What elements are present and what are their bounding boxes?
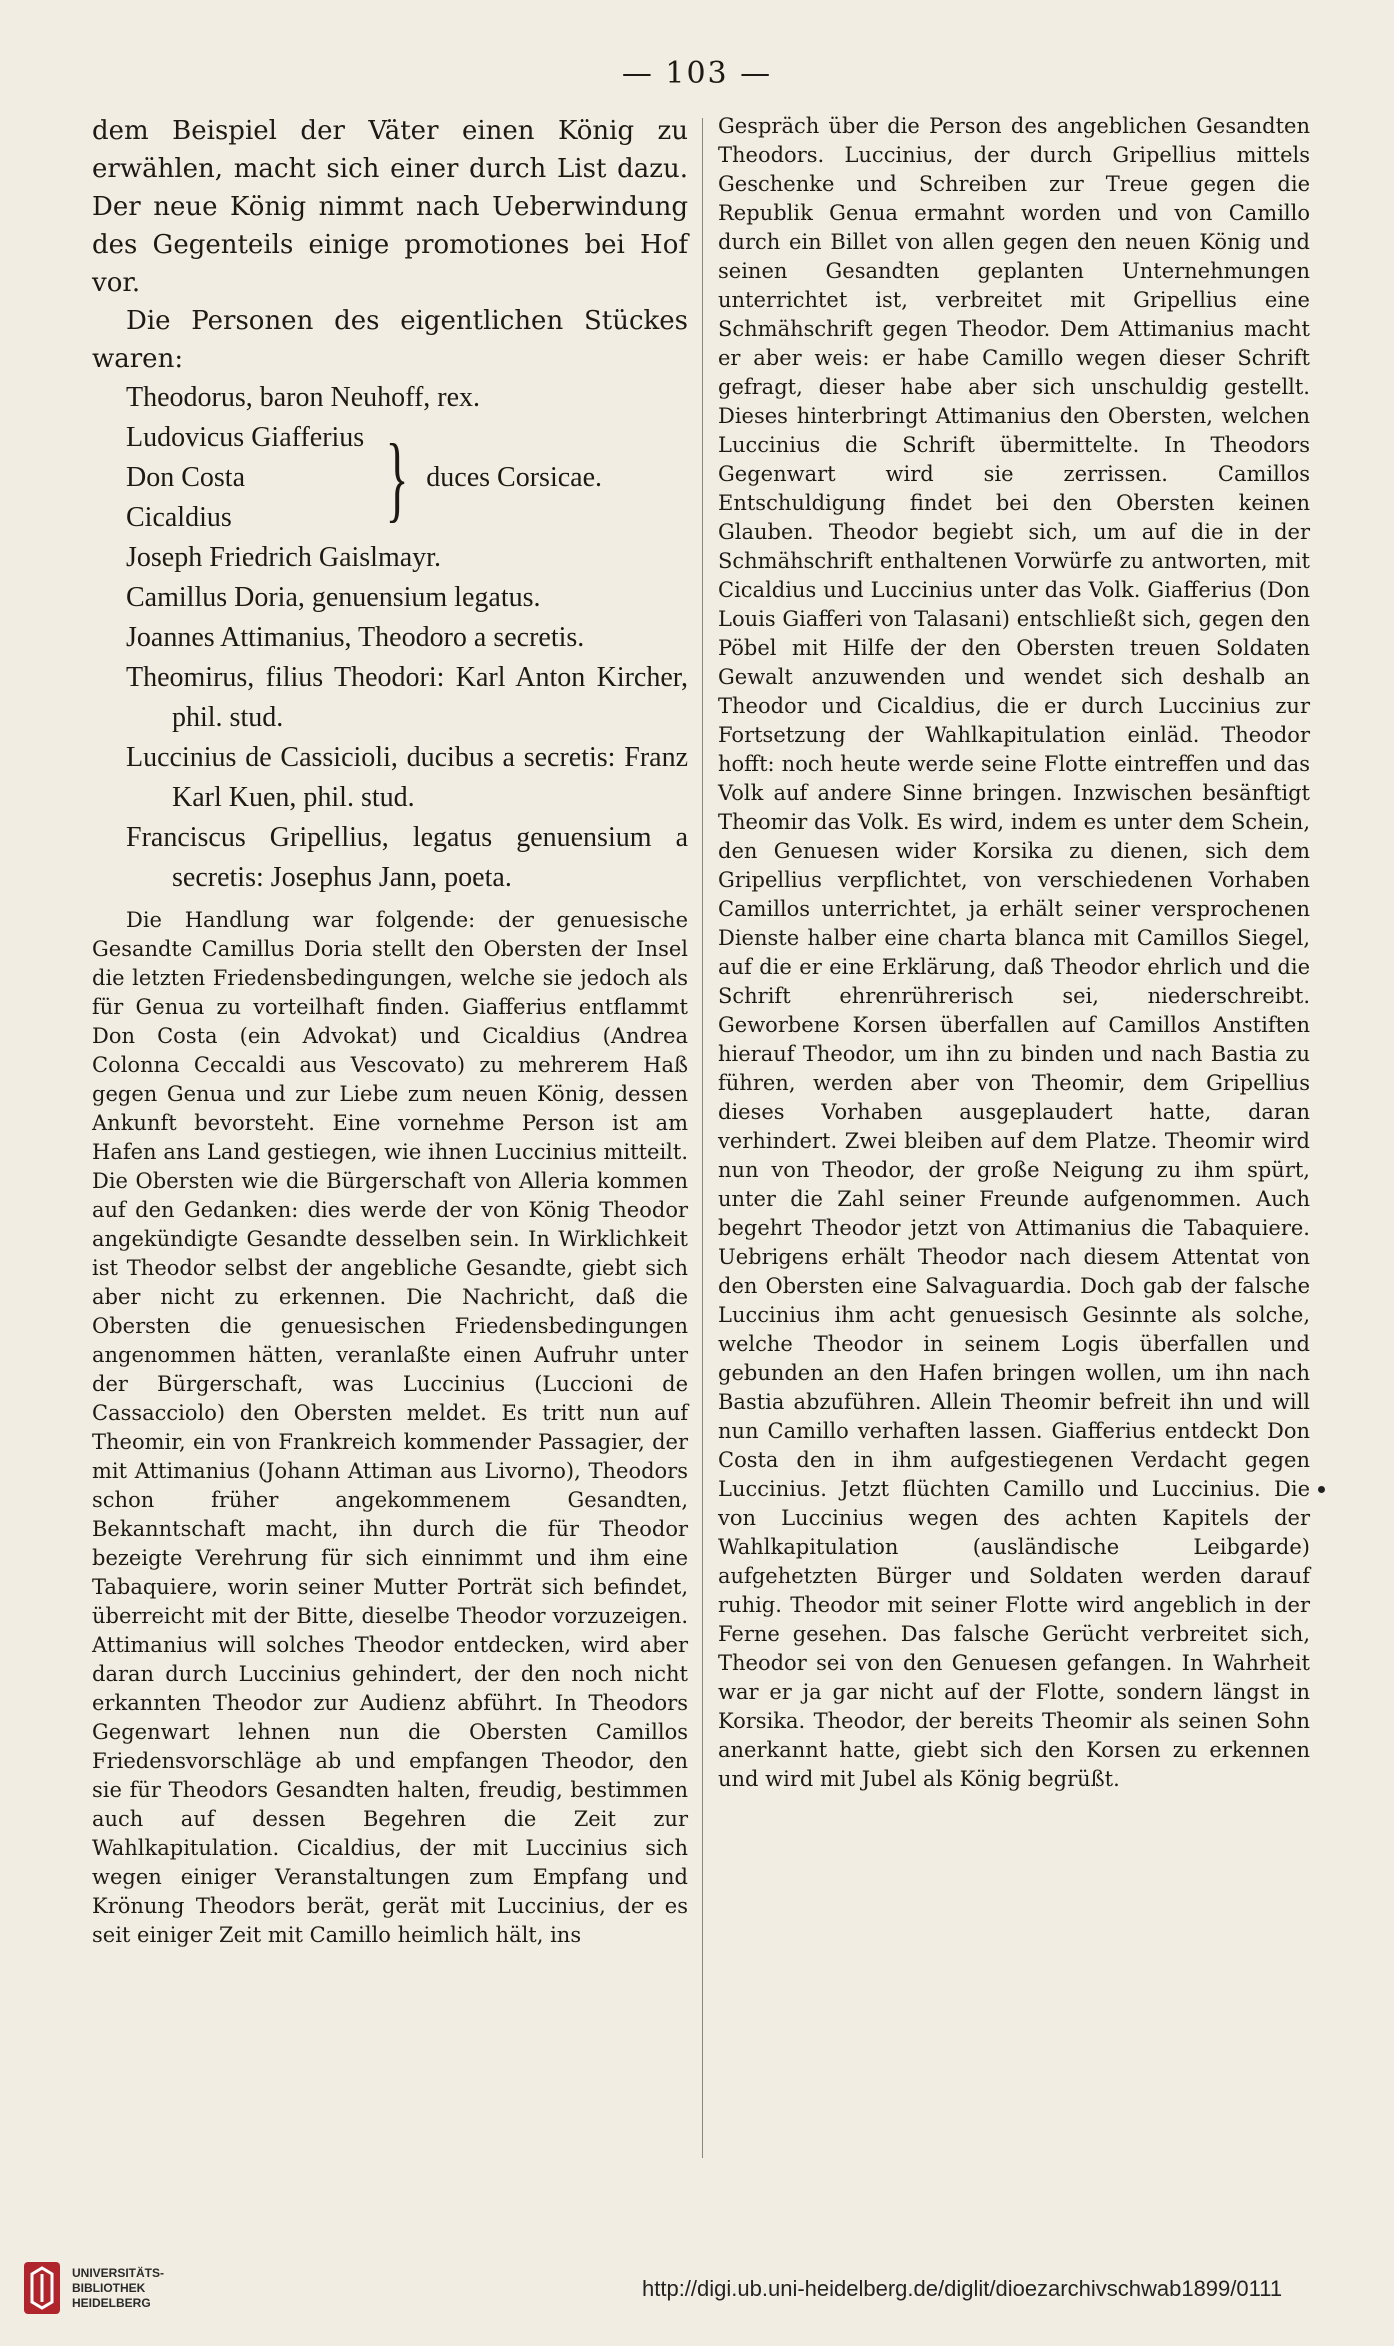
cast-luccinius: Luccinius de Cassicioli, ducibus a secretis: Franz Karl Kuen, phil. stud. xyxy=(126,742,688,813)
cast-heading: Die Personen des eigentlichen Stückes waren: xyxy=(92,306,688,374)
column-divider xyxy=(702,118,703,2158)
right-column xyxy=(718,112,1310,1794)
cast-actor: Joseph Friedrich Gaislmayr. xyxy=(126,542,441,573)
cast-duces-name: Don Costa xyxy=(126,462,245,493)
logo-line: HEIDELBERG xyxy=(72,2295,151,2310)
logo-line: UNIVERSITÄTS- xyxy=(72,2265,165,2280)
cast-franciscus: Franciscus Gripellius, legatus genuensium a secretis: Josephus Jann, poeta. xyxy=(126,822,688,893)
cast-joannes: Joannes Attimanius, Theodoro a secretis. xyxy=(126,622,585,653)
ink-dot xyxy=(1318,1486,1325,1493)
library-seal-icon xyxy=(22,2260,62,2316)
page-number: — 103 — xyxy=(621,56,773,91)
left-column xyxy=(92,112,688,1950)
plot-paragraph: Die Handlung war folgende: der genuesische Gesandte Camillus Doria stellt den Obersten der Insel die letzten Friedensbedingungen, welche sie jedoch als für Genua zu vorteilhaft finden. Giafferius entflammt Don Costa (ein Advokat) und Cicaldius (Andrea Colonna Ceccaldi aus Vescovato) zu mehrerem Haß gegen Genua und zur Liebe zum neuen König, dessen Ankunft bevorsteht. Eine vornehme Person ist am Hafen ans Land gestiegen, wie ihnen Luccinius mitteilt. Die Obersten wie die Bürgerschaft von Alleria kommen auf den Gedanken: dies werde der von König Theodor angekündigte Gesandte desselben sein. In Wirklichkeit ist Theodor selbst der angebliche Gesandte, giebt sich aber nicht zu erkennen. Die Nachricht, daß die Obersten die genuesischen Friedensbedingungen angenommen hätten, veranlaßte einen Aufruhr unter der Bürgerschaft, was Luccinius (Luccioni de Cassacciolo) den Obersten meldet. Es tritt nun auf Theomir, ein von Frankreich kommender Passagier, der mit Attimanius (Johann Attiman aus Livorno), Theodors schon früher angekommenem Gesandten, Bekanntschaft macht, ihn durch die für Theodor bezeigte Verehrung für sich einnimmt und ihm eine Tabaquiere, worin seiner Mutter Porträt sich befindet, überreicht mit der Bitte, dieselbe Theodor vorzuzeigen. Attimanius will solches Theodor entdecken, wird aber daran durch Luccinius gehindert, der den noch nicht erkannten Theodor zur Audienz abführt. In Theodors Gegenwart lehnen nun die Obersten Camillos Friedensvorschläge ab und empfangen Theodor, den sie für Theodors Gesandten halten, freudig, bestimmen auch auf dessen Begehren die Zeit zur Wahlkapitulation. Cicaldius, der mit Luccinius sich wegen einiger Veranstaltungen zum Empfang und Krönung Theodors berät, gerät mit Luccinius, der es seit einiger Zeit mit Camillo heimlich hält, ins xyxy=(92,908,688,1947)
cast-list xyxy=(92,378,688,898)
cast-theodorus: Theodorus, baron Neuhoff, rex. xyxy=(126,382,481,413)
intro-paragraph: dem Beispiel der Väter einen König zu erwählen, macht sich einer durch List dazu. Der neue König nimmt nach Ueberwindung des Gegenteils einige promotiones bei Hof vor. xyxy=(92,116,688,298)
cast-theomirus: Theomirus, filius Theodori: Karl Anton Kircher, phil. stud. xyxy=(126,662,688,733)
cast-duces-group xyxy=(92,418,688,538)
library-logo[interactable] xyxy=(22,2260,164,2316)
source-url-link[interactable]: http://digi.ub.uni-heidelberg.de/diglit/dioezarchivschwab1899/0111 xyxy=(642,2276,1283,2301)
plot-continuation: Gespräch über die Person des angeblichen Gesandten Theodors. Luccinius, der durch Gripellius mittels Geschenke und Schreiben zur Treue gegen die Republik Genua ermahnt worden und von Camillo durch ein Billet von allen gegen den neuen König und seinen Gesandten geplanten Unternehmungen unterrichtet ist, verbreitet mit Gripellius eine Schmähschrift gegen Theodor. Dem Attimanius macht er aber weis: er habe Camillo wegen dieser Schrift gefragt, dieser habe aber sich unschuldig gestellt. Dieses hinterbringt Attimanius den Obersten, welchen Luccinius die Schrift übermittelte. In Theodors Gegenwart wird sie zerrissen. Camillos Entschuldigung findet bei den Obersten keinen Glauben. Theodor begiebt sich, um auf die in der Schmähschrift enthaltenen Vorwürfe zu antworten, mit Cicaldius und Luccinius unter das Volk. Giafferius (Don Louis Giafferi von Talasani) entschließt sich, gegen den Pöbel mit Hilfe der den Obersten treuen Soldaten Gewalt anzuwenden und wendet sich deshalb an Theodor und Cicaldius, die er durch Luccinius zur Fortsetzung der Wahlkapitulation einläd. Theodor hofft: noch heute werde seine Flotte eintreffen und das Volk auf andere Sinne bringen. Inzwischen besänftigt Theomir das Volk. Es wird, indem es unter dem Schein, den Genuesen wider Korsika zu dienen, sich dem Gripellius verpflichtet, von verschiedenen Vorhaben Camillos unterrichtet, ja erhält seiner versprochenen Dienste halber eine charta blanca mit Camillos Siegel, auf die er eine Erklärung, daß Theodor ehrlich und die Schrift ehrenrührerisch sei, niederschreibt. Geworbene Korsen überfallen auf Camillos Anstiften hierauf Theodor, um ihn zu binden und nach Bastia zu führen, werden aber von Theomir, dem Gripellius dieses Vorhaben ausgeplaudert hatte, daran verhindert. Zwei bleiben auf dem Platze. Theomir wird nun von Theodor, der große Neigung zu ihm spürt, unter die Zahl seiner Freunde aufgenommen. Auch begehrt Theodor jetzt von Attimanius die Tabaquiere. Uebrigens erhält Theodor nach diesem Attentat von den Obersten eine Salvaguardia. Doch gab der falsche Luccinius ihm acht genuesisch Gesinnte als solche, welche Theodor in seinem Logis überfallen und gebunden an den Hafen bringen wollen, um ihn nach Bastia abzuführen. Allein Theomir befreit ihn und will nun Camillo verhaften lassen. Giafferius entdeckt Don Costa den in ihm aufgestiegenen Verdacht gegen Luccinius. Jetzt flüchten Camillo und Luccinius. Die von Luccinius wegen des achten Kapitels der Wahlkapitulation (ausländische Leibgarde) aufgehetzten Bürger und Soldaten werden darauf ruhig. Theodor mit seiner Flotte wird angeblich in der Ferne gesehen. Das falsche Gerücht verbreitet sich, Theodor sei von den Genuesen gefangen. In Wahrheit war er ja gar nicht auf der Flotte, sondern längst in Korsika. Theodor, der bereits Theomir als seinen Sohn anerkannt hatte, giebt sich den Korsen zu erkennen und wird mit Jubel als König begrüßt. xyxy=(718,114,1310,1791)
logo-line: BIBLIOTHEK xyxy=(72,2280,146,2295)
cast-duces-name: Ludovicus Giafferius xyxy=(126,422,365,453)
cast-camillus: Camillus Doria, genuensium legatus. xyxy=(126,582,541,613)
cast-duces-name: Cicaldius xyxy=(126,502,232,533)
brace-mark: } xyxy=(385,424,409,531)
cast-duces-label: duces Corsicae. xyxy=(426,462,603,493)
